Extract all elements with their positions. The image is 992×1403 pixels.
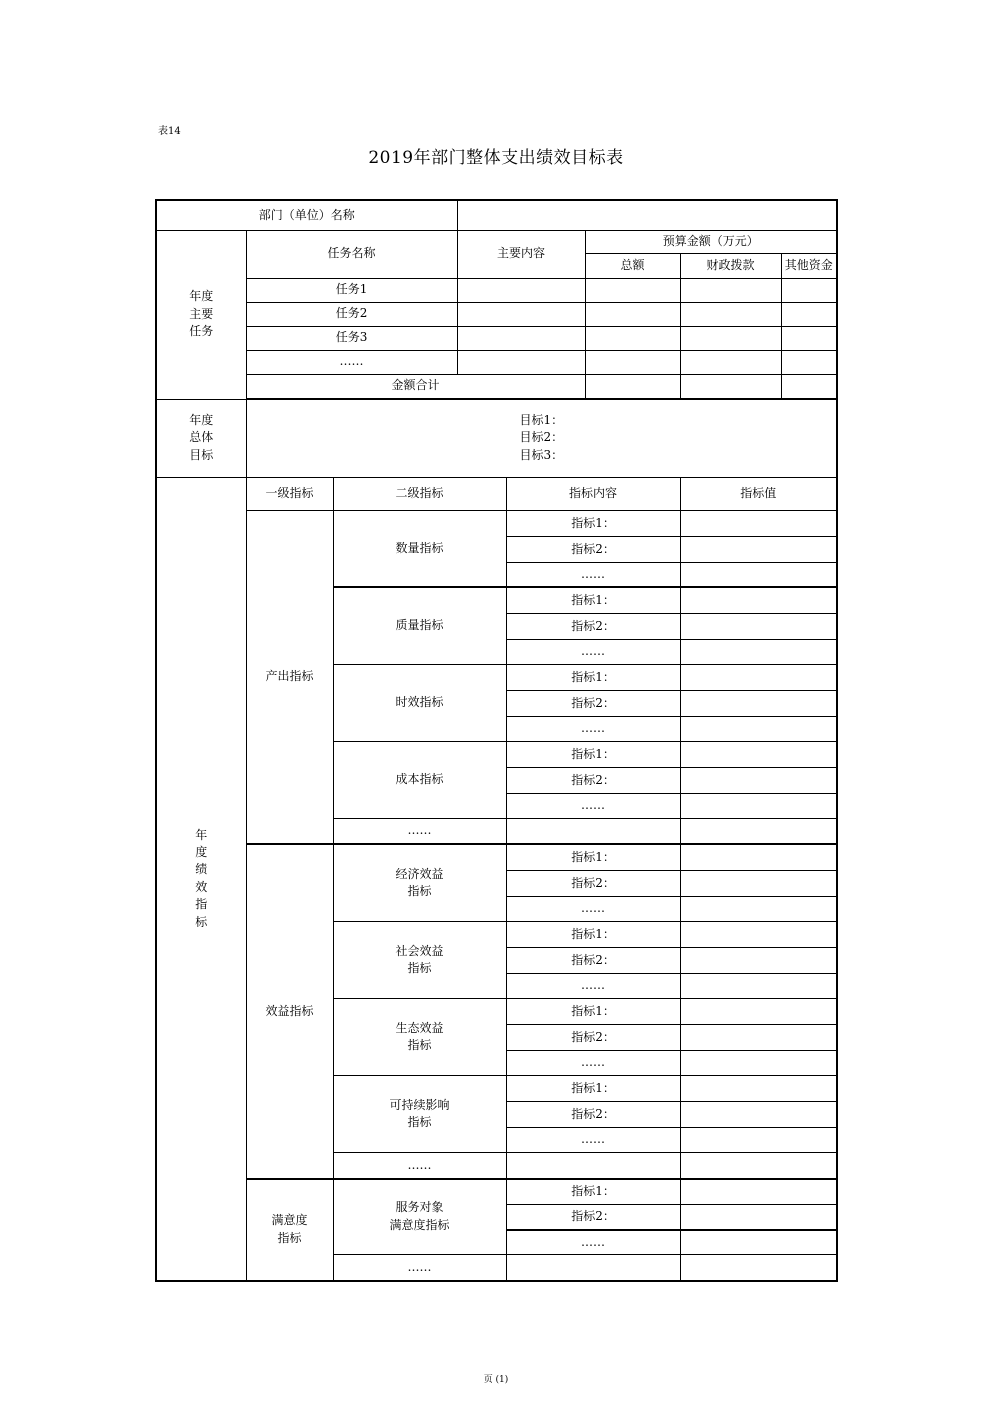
indicator-value-cell[interactable] (680, 639, 837, 664)
section-label-line: 绩 (195, 862, 208, 877)
performance-section-label (156, 477, 246, 1281)
level2-header: 二级指标 (333, 477, 506, 510)
indicator-value-cell[interactable] (680, 844, 837, 870)
task-fiscal-cell[interactable] (680, 302, 781, 326)
indicator-item[interactable] (506, 818, 680, 844)
section-label-line: 年度 (189, 289, 214, 304)
section-label-line: 任务 (189, 324, 214, 339)
section-label-line: 年度 (189, 413, 214, 428)
indicator-value-cell[interactable] (680, 947, 837, 973)
benefit-group-name (333, 1076, 506, 1153)
indicator-value-cell[interactable] (680, 767, 837, 793)
indicator-value-cell[interactable] (680, 1102, 837, 1128)
task-total-cell[interactable] (585, 278, 680, 302)
indicator-value-cell[interactable] (680, 741, 837, 767)
task-content-cell[interactable] (457, 278, 585, 302)
indicator-value-cell[interactable] (680, 1076, 837, 1102)
task-name-cell: 任务1 (246, 278, 457, 302)
dept-name-value[interactable] (457, 200, 837, 230)
indicator-item: 指标2： (506, 1102, 680, 1128)
task-content-cell[interactable] (457, 326, 585, 350)
benefit-ellipsis-row: …… (333, 1153, 506, 1179)
indicator-value-cell[interactable] (680, 793, 837, 818)
task-content-cell[interactable] (457, 302, 585, 326)
indicator-item: …… (506, 716, 680, 741)
indicator-item: 指标2： (506, 690, 680, 716)
budget-total-header: 总额 (585, 253, 680, 278)
indicator-item: 指标2： (506, 613, 680, 639)
indicator-value-cell[interactable] (680, 1230, 837, 1255)
indicator-value-cell[interactable] (680, 510, 837, 536)
total-amount-total-cell[interactable] (585, 374, 680, 398)
satisfaction-indicators-label (246, 1179, 333, 1281)
satisfaction-ellipsis-row: …… (333, 1255, 506, 1281)
task-other-cell[interactable] (781, 326, 837, 350)
budget-other-header: 其他资金 (781, 253, 837, 278)
indicator-value-cell[interactable] (680, 536, 837, 562)
indicator-value-cell[interactable] (680, 562, 837, 587)
task-total-cell[interactable] (585, 326, 680, 350)
indicator-value-cell[interactable] (680, 1025, 837, 1051)
indicator-value-cell[interactable] (680, 1255, 837, 1281)
goal-line: 目标1： (519, 413, 564, 428)
section-label-line: 标 (195, 914, 208, 929)
group-name-line: 生态效益 (395, 1020, 444, 1035)
indicator-value-cell[interactable] (680, 1205, 837, 1230)
indicator-value-cell[interactable] (680, 921, 837, 947)
indicator-item: 指标2： (506, 1205, 680, 1230)
page-title: 2019年部门整体支出绩效目标表 (368, 148, 624, 168)
satisfaction-group-name (333, 1179, 506, 1255)
indicator-item[interactable] (506, 1255, 680, 1281)
goal-line: 目标3： (519, 447, 564, 462)
indicator-item[interactable] (506, 1153, 680, 1179)
annual-tasks-section-label (156, 230, 246, 399)
indicator-item: 指标1： (506, 999, 680, 1025)
indicator-value-cell[interactable] (680, 613, 837, 639)
indicator-item: 指标1： (506, 921, 680, 947)
group-name-line: 指标 (407, 884, 432, 899)
task-fiscal-cell[interactable] (680, 278, 781, 302)
section-label-line: 目标 (189, 447, 214, 462)
indicator-value-cell[interactable] (680, 1153, 837, 1179)
document-label: 表14 (158, 126, 181, 137)
task-other-cell[interactable] (781, 278, 837, 302)
task-name-cell: 任务2 (246, 302, 457, 326)
indicator-value-cell[interactable] (680, 716, 837, 741)
budget-fiscal-header: 财政拨款 (680, 253, 781, 278)
overall-goals-content[interactable] (246, 399, 837, 477)
task-other-cell[interactable] (781, 350, 837, 374)
level1-header: 一级指标 (246, 477, 333, 510)
indicator-item: …… (506, 1230, 680, 1255)
indicator-item: 指标1： (506, 1179, 680, 1205)
section-label-line: 总体 (189, 430, 214, 445)
benefit-group-name (333, 921, 506, 998)
output-ellipsis-row: …… (333, 818, 506, 844)
indicator-item: 指标1： (506, 1076, 680, 1102)
benefit-group-name (333, 999, 506, 1076)
indicator-item: …… (506, 1051, 680, 1076)
task-fiscal-cell[interactable] (680, 326, 781, 350)
group-name-line: 经济效益 (395, 866, 444, 881)
task-name-cell: 任务3 (246, 326, 457, 350)
budget-header: 预算金额（万元） (585, 230, 837, 253)
main-content-header: 主要内容 (457, 230, 585, 278)
indicator-value-cell[interactable] (680, 999, 837, 1025)
task-name-header: 任务名称 (246, 230, 457, 278)
indicator-content-header: 指标内容 (506, 477, 680, 510)
output-group-name: 时效指标 (333, 664, 506, 741)
section-label-line: 年 (195, 827, 208, 842)
group-name-line: 指标 (407, 960, 432, 975)
section-label-line: 效 (195, 879, 208, 894)
indicator-item: …… (506, 793, 680, 818)
indicator-item: 指标2： (506, 536, 680, 562)
task-total-cell[interactable] (585, 302, 680, 326)
indicator-value-cell[interactable] (680, 1051, 837, 1076)
indicator-item: 指标1： (506, 664, 680, 690)
indicator-item: 指标2： (506, 870, 680, 896)
indicator-value-cell[interactable] (680, 870, 837, 896)
indicator-value-cell[interactable] (680, 818, 837, 844)
label-line: 满意度 (271, 1213, 308, 1228)
indicator-item: 指标2： (506, 947, 680, 973)
indicator-item: 指标1： (506, 844, 680, 870)
indicator-value-cell[interactable] (680, 973, 837, 998)
indicator-value-cell[interactable] (680, 896, 837, 921)
goal-line: 目标2： (519, 430, 564, 445)
group-name-line: 可持续影响 (389, 1097, 450, 1112)
indicator-value-header: 指标值 (680, 477, 837, 510)
indicator-value-cell[interactable] (680, 1128, 837, 1153)
group-name-line: 指标 (407, 1038, 432, 1053)
total-amount-label: 金额合计 (246, 374, 585, 398)
section-label-line: 主要 (189, 306, 214, 321)
indicator-item: 指标1： (506, 510, 680, 536)
total-amount-other-cell[interactable] (781, 374, 837, 398)
indicator-value-cell[interactable] (680, 1179, 837, 1205)
benefit-indicators-label: 效益指标 (246, 844, 333, 1178)
task-other-cell[interactable] (781, 302, 837, 326)
output-group-name: 成本指标 (333, 741, 506, 818)
indicator-item: …… (506, 896, 680, 921)
indicator-item: 指标1： (506, 741, 680, 767)
output-indicators-label: 产出指标 (246, 510, 333, 844)
performance-target-form (155, 199, 838, 1282)
indicator-item: 指标2： (506, 767, 680, 793)
output-group-name: 数量指标 (333, 510, 506, 587)
indicator-item: …… (506, 1128, 680, 1153)
indicator-value-cell[interactable] (680, 587, 837, 613)
task-content-cell[interactable] (457, 350, 585, 374)
overall-goals-section-label (156, 399, 246, 477)
indicator-item: …… (506, 562, 680, 587)
dept-name-label: 部门（单位）名称 (156, 200, 457, 230)
label-line: 指标 (277, 1230, 302, 1245)
section-label-line: 指 (195, 897, 208, 912)
output-group-name: 质量指标 (333, 587, 506, 664)
indicator-item: 指标1： (506, 587, 680, 613)
group-name-line: 指标 (407, 1115, 432, 1130)
total-amount-fiscal-cell[interactable] (680, 374, 781, 398)
page-number: 页 (1) (483, 1375, 509, 1385)
group-name-line: 满意度指标 (389, 1217, 450, 1232)
indicator-value-cell[interactable] (680, 664, 837, 690)
benefit-group-name (333, 844, 506, 921)
task-total-cell[interactable] (585, 350, 680, 374)
group-name-line: 社会效益 (395, 943, 444, 958)
group-name-line: 服务对象 (395, 1200, 444, 1215)
indicator-value-cell[interactable] (680, 690, 837, 716)
indicator-item: …… (506, 973, 680, 998)
section-label-line: 度 (195, 845, 208, 860)
task-name-cell: …… (246, 350, 457, 374)
indicator-item: 指标2： (506, 1025, 680, 1051)
indicator-item: …… (506, 639, 680, 664)
task-fiscal-cell[interactable] (680, 350, 781, 374)
